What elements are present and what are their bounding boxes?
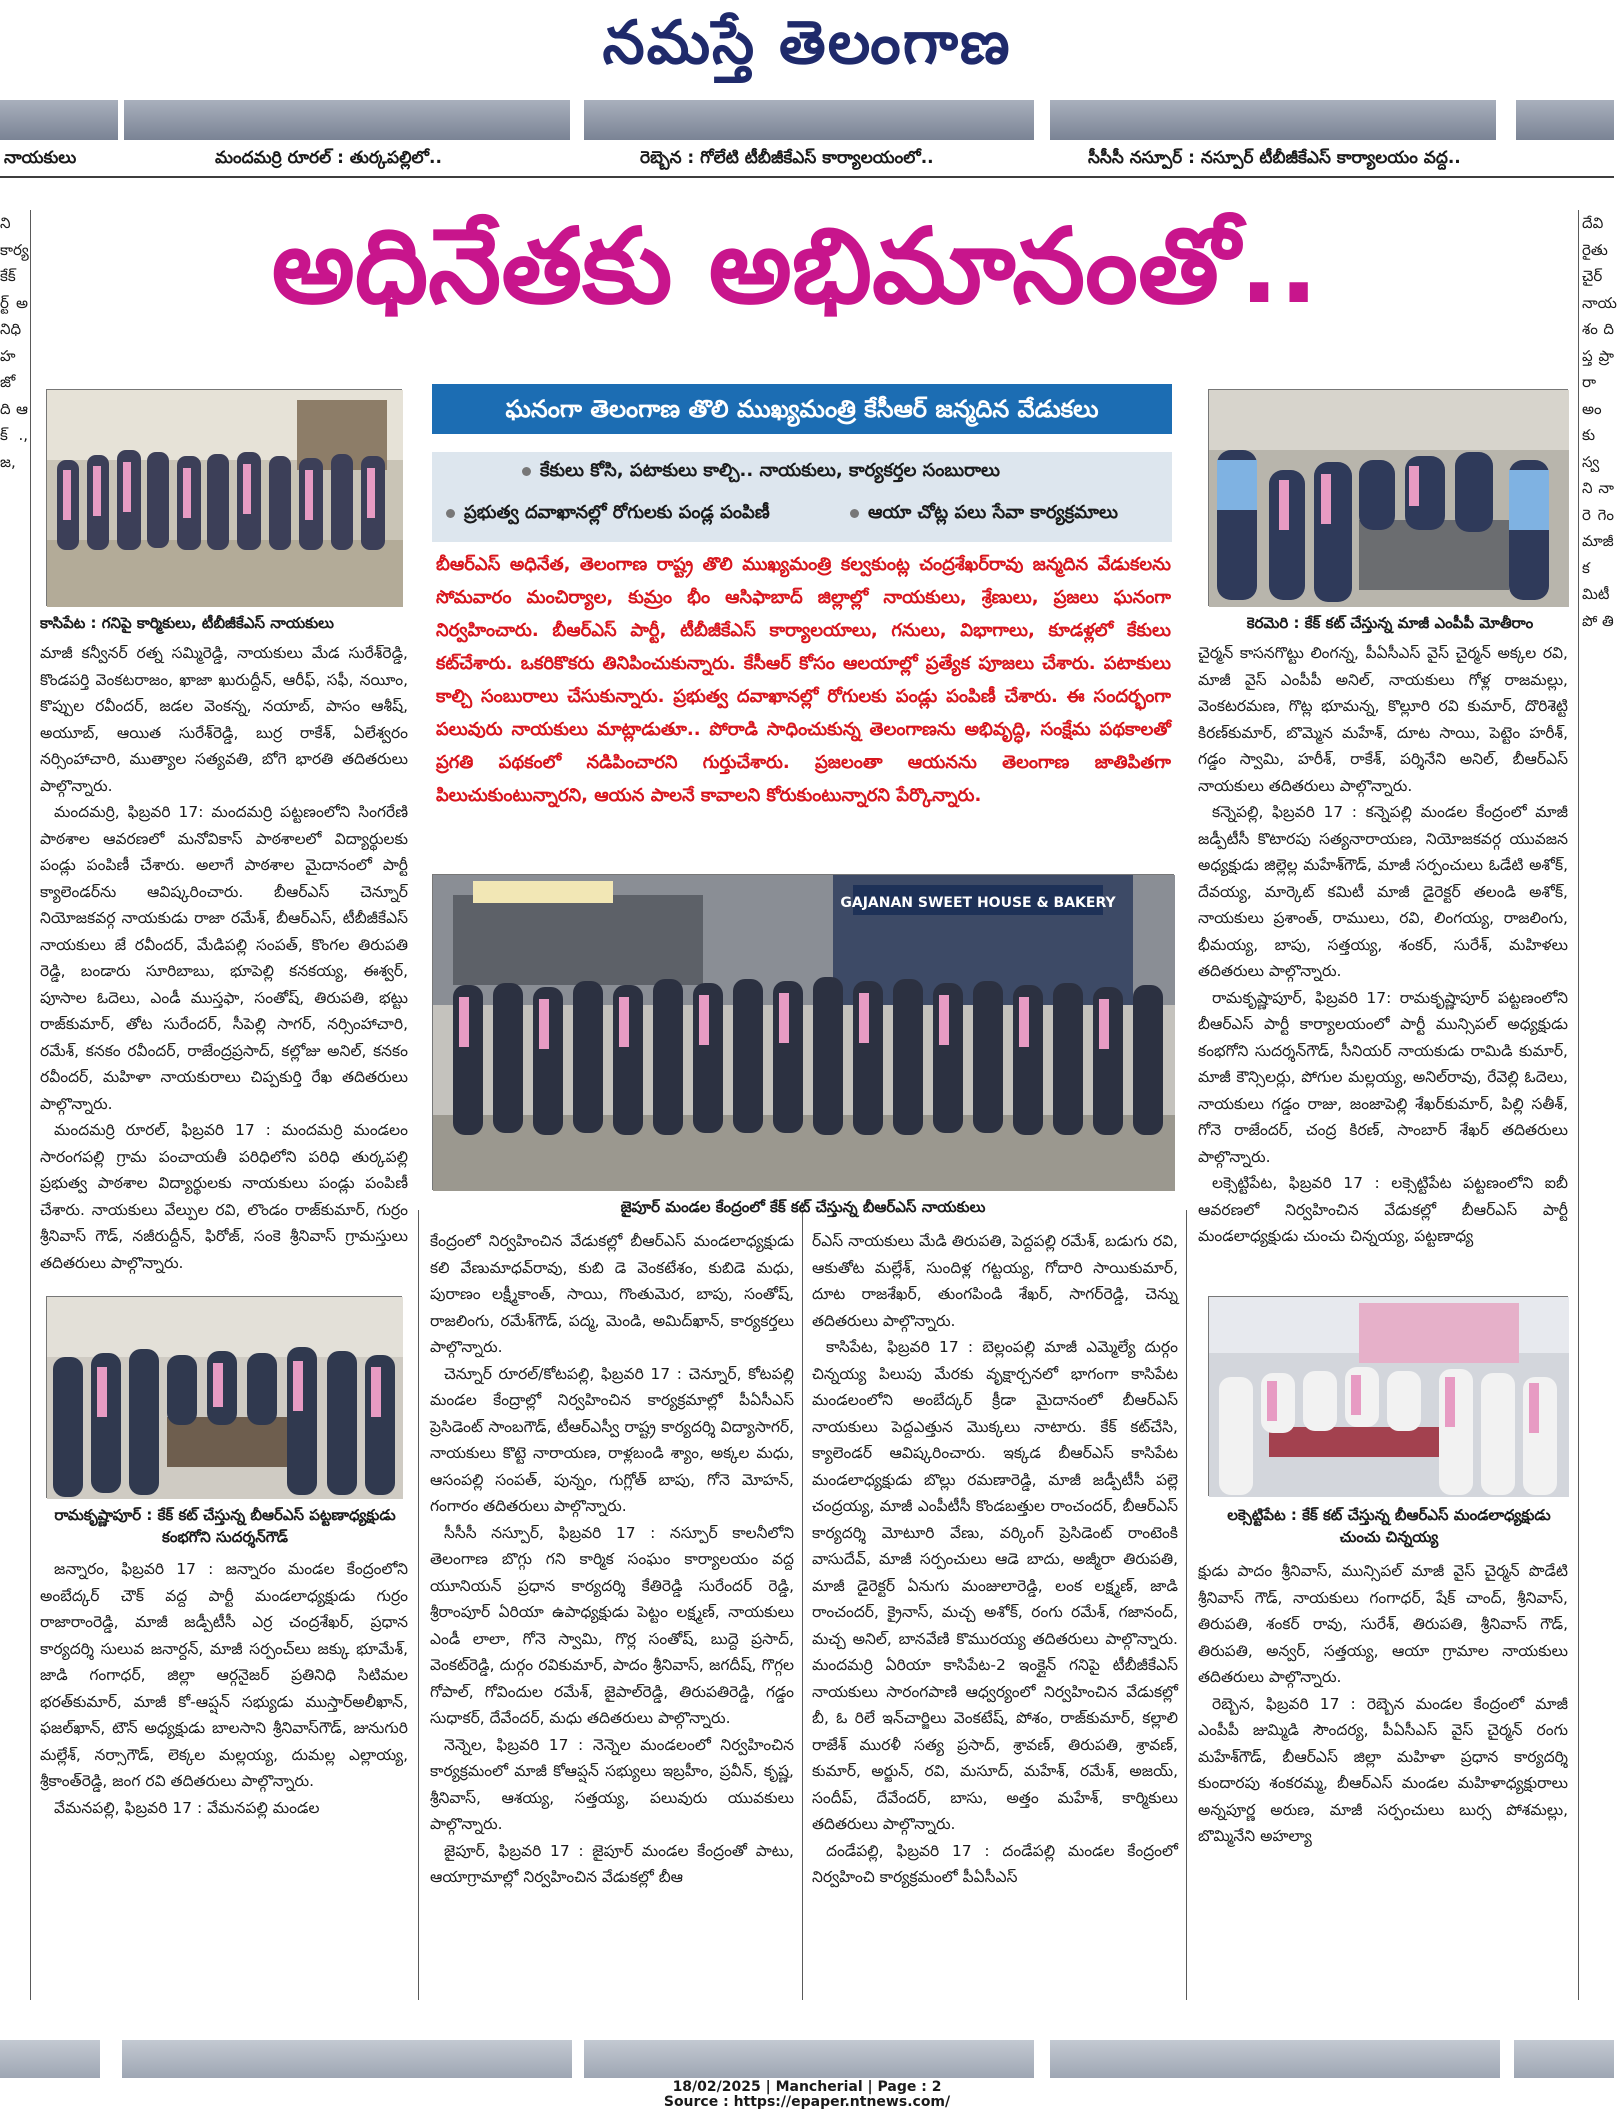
bullet-icon (522, 467, 531, 476)
article-paragraph: ర్ఎస్ నాయకులు మేడి తిరుపతి, పెద్దపల్లి రమేశ్, బడుగు రవి, ఆకుతోట మల్లేశ్, సుందిళ్ల గట్టయ్య, గోదారి సాయికుమార్, దూట రాజశేఖర్, తుంగపిండి శేఖర్, సాగర్‌రెడ్డి, చెన్ను తదితరులు పాల్గొన్నారు. (812, 1232, 1178, 1330)
article-column-middle-a (430, 1228, 794, 2033)
photo-laxettipet (1208, 1296, 1568, 1496)
newspaper-title: నమస్తే తెలంగాణ (602, 8, 1012, 78)
column-divider (802, 1210, 803, 2000)
article-paragraph: రామకృష్ణాపూర్, ఫిబ్రవరి 17: రామకృష్ణాపూర్ పట్టణంలోని బీఆర్ఎస్ పార్టీ కార్యాలయంలో పార్టీ మున్సిపల్ అధ్యక్షుడు కంభగోని సుదర్శన్‌గౌడ్, సీనియర్ నాయకుడు రామిడి కుమార్, మాజీ కౌన్సిలర్లు, పోగుల మల్లయ్య, అనిల్‌రావు, రేవెల్లి ఓదెలు, నాయకులు గడ్డం రాజు, జంజాపెల్లి శేఖర్‌కుమార్, పిల్లి సతీశ్, గోనె రాజేందర్, చంద్ర కిరణ్, సాంబార్ శేఖర్ తదితరులు పాల్గొన్నారు. (1198, 988, 1568, 1166)
left-edge-column: ని కార్య కేక్ ర్ట్ అ నిధి హ జో ది ఆ క్ ., జ, (0, 214, 29, 471)
bottom-photo-5 (1514, 2040, 1614, 2078)
bottom-photo-2 (122, 2040, 572, 2078)
column-divider (1186, 1210, 1187, 2000)
top-photo-5 (1516, 100, 1614, 140)
article-paragraph: రెబ్బెన, ఫిబ్రవరి 17 : రెబ్బెన మండల కేంద్రంలో మాజీ ఎంపీపీ జుమ్మిడి సౌందర్య, పీఏసీఎస్ వైస్ చైర్మన్ రంగు మహేశ్‌గౌడ్, బీఆర్ఎస్ జిల్లా మహిళా ప్రధాన కార్యదర్శి కుందారపు శంకరమ్మ, బీఆర్ఎస్ మండల మహిళాధ్యక్షురాలు అన్నపూర్ణ అరుణ, మాజీ సర్పంచులు బుర్స పోశమల్లు, బొమ్మినేని అహల్యా (1198, 1694, 1568, 1845)
article-paragraph: సీసీసీ నస్పూర్, ఫిబ్రవరి 17 : నస్పూర్ కాలనీలోని తెలంగాణ బొగ్గు గని కార్మిక సంఘం కార్యాలయం వద్ద యూనియన్ ప్రధాన కార్యదర్శి కేతిరెడ్డి సురేందర్ రెడ్డి, శ్రీరాంపూర్ ఏరియా ఉపాధ్యక్షుడు పెట్టం లక్ష్మణ్, నాయకులు ఎండీ లాలా, గోనె స్వామి, గొర్ల సంతోష్, బుద్దె ప్రసాద్, వెంకట్‌రెడ్డి, దుర్గం రవికుమార్, పాదం శ్రీనివాస్, జగదీష్, గొగ్గల గోపాల్, గోవిందుల రమేశ్, జైపాల్‌రెడ్డి, తిరుపతిరెడ్డి, గడ్డం సుధాకర్, దేవేందర్, మధు తదితరులు పాల్గొన్నారు. (430, 1523, 794, 1727)
bottom-photo-strip (0, 2040, 1614, 2078)
caption-kasipet: కాసిపేట : గనిపై కార్మికులు, టీబీజీకేఎస్ నాయకులు (40, 614, 334, 632)
article-paragraph: జన్నారం, ఫిబ్రవరి 17 : జన్నారం మండల కేంద్రంలోని అంబేద్కర్ చౌక్ వద్ద పార్టీ మండలాధ్యక్షుడు గుర్రం రాజారాంరెడ్డి, మాజీ జడ్పీటీసీ ఎర్ర చంద్రశేఖర్, ప్రధాన కార్యదర్శి సులువ జనార్దన్, మాజీ సర్పంచ్‌లు జక్కు భూమేశ్, జాడి గంగాధర్, జిల్లా ఆర్గనైజర్ ప్రతినిధి సిటిమల భరత్‌కుమార్, మాజీ కో-ఆప్షన్ సభ్యుడు ముస్తార్అలీఖాన్, ఫజల్‌ఖాన్, టౌన్ అధ్యక్షుడు బాలసాని శ్రీనివాస్‌గౌడ్, జునుగురి మల్లేశ్, నర్సాగౌడ్, లెక్కల మల్లయ్య, దుమల్ల ఎల్లాయ్య, శ్రీకాంత్‌రెడ్డి, జంగ రవి తదితరులు పాల్గొన్నారు. (40, 1560, 408, 1790)
bullet-icon (850, 509, 859, 518)
caption-kerameri: కెరమెరి : కేక్ కట్ చేస్తున్న మాజీ ఎంపీపీ మోతీరాం (1246, 614, 1534, 632)
top-photo-1 (0, 100, 118, 140)
right-edge-column: దేవి రైతు చైర్ నాయ శం ది ప్త ప్రా రా అం కు స్వ ని నా రె గెం మాజీ కమిటీ పో తి (1582, 214, 1617, 630)
article-paragraph: మందమర్రి, ఫిబ్రవరి 17: మందమర్రి పట్టణంలోని సింగరేణి పాఠశాల ఆవరణలో మనోవికాస్ పాఠశాలలో విద్యార్థులకు పండ్లు పంపిణీ చేశారు. అలాగే పాఠశాల మైదానంలో పార్టీ క్యాలెండర్‌ను ఆవిష్కరించారు. బీఆర్ఎస్ చెన్నూర్ నియోజకవర్గ నాయకుడు రాజా రమేశ్, బీఆర్ఎస్, టీబీజీకేఎస్ నాయకులు జే రవీందర్, మేడిపల్లి సంపత్, కొంగల తిరుపతి రెడ్డి, బండారు సూరిబాబు, భూపెల్లి కనకయ్య, ఈశ్వర్, పూసాల ఓదెలు, ఎండీ ముస్తఫా, సంతోష్, తిరుపతి, భట్టు రాజ్‌కుమార్, తోట సురేందర్, సీపెల్లి సాగర్, నర్సింహాచారి, రమేశ్, కనకం రవీందర్, రాజేంద్రప్రసాద్, కల్లోజు అనిల్, కనకం రవీందర్, మహిళా నాయకురాలు చిప్పకుర్తి రేఖ తదితరులు పాల్గొన్నారు. (40, 803, 408, 1113)
article-paragraph: మాజీ కన్వీనర్ రత్న సమ్మిరెడ్డి, నాయకులు మేడ సురేశ్‌రెడ్డి, కొండపర్తి వెంకటరాజం, ఖాజా ఖురుద్దీన్, ఆరీఫ్, సఫీ, నయీం, కొప్పుల రవీందర్, జడల వెంకన్న, నయాబ్, పాసం ఆశీష్, అయూబ్, ఆయిత సురేశ్‌రెడ్డి, బుర్ర రాకేశ్, ఏలేశ్వరం నర్సింహాచారి, ముత్యాల సత్యవతి, బోగె భారతి తదితరులు పాల్గొన్నారు. (40, 644, 408, 795)
caption-jaipur: జైపూర్ మండల కేంద్రంలో కేక్ కట్ చేస్తున్న బీఆర్ఎస్ నాయకులు (620, 1198, 986, 1216)
edition-info: 18/02/2025 | Mancherial | Page : 2 (672, 2079, 942, 2095)
shop-sign: GAJANAN SWEET HOUSE & BAKERY (840, 895, 1116, 911)
highlight-item: కేకులు కోసి, పటాకులు కాల్చి.. నాయకులు, కార్యకర్తల సంబురాలు (522, 460, 1000, 485)
article-paragraph: కేంద్రంలో నిర్వహించిన వేడుకల్లో బీఆర్ఎస్ మండలాధ్యక్షుడు కలి వేణుమాధవ్‌రావు, కుబి డె వెంకటేశం, కుబిడె మధు, పురాణం లక్ష్మీకాంత్, సాయి, గొంతుమెర, బాపు, సంతోష్, రాజలింగు, రమేశ్‌గౌడ్, పద్మ, మెండి, అమిద్‌ఖాన్, కార్యకర్తలు పాల్గొన్నారు. (430, 1232, 794, 1356)
top-caption: నాయకులు (4, 148, 77, 168)
article-column-left (40, 640, 408, 1272)
bottom-photo-3 (584, 2040, 1034, 2078)
article-paragraph: కాసిపేట, ఫిబ్రవరి 17 : బెల్లంపల్లి మాజీ ఎమ్మెల్యే దుర్గం చిన్నయ్య పిలుపు మేరకు వృక్షార్చనలో భాగంగా కాసిపేట మండలంలోని అంబేద్కర్ క్రీడా మైదానంలో బీఆర్ఎస్ నాయకులు పెద్దఎత్తున మొక్కలు నాటారు. కేక్ కట్‌చేసి, క్యాలెండర్ ఆవిష్కరించారు. ఇక్కడ బీఆర్ఎస్ కాసిపేట మండలాధ్యక్షుడు బొల్లు రమణారెడ్డి, మాజీ జడ్పీటీసీ పల్లె చంద్రయ్య, మాజీ ఎంపీటీసీ కొండబత్తుల రాంచందర్, బీఆర్ఎస్ కార్యదర్శి మోటూరి వేణు, వర్కింగ్ ప్రెసిడెంట్ రాంటెంకి వాసుదేవ్, మాజీ సర్పంచులు ఆడె బాదు, అజ్మీరా తిరుపతి, మాజీ డైరెక్టర్ ఏనుగు మంజులారెడ్డి, లంక లక్ష్మణ్, జాడి రాంచందర్, క్రైనాస్, మచ్చ అశోక్, రంగు రమేశ్, గజానంద్, మచ్చ అనిల్, బానవేణి కొమురయ్య తదితరులు పాల్గొన్నారు. మందమర్రి ఏరియా కాసిపేట-2 ఇంక్లైన్ గనిపై టీబీజీకేఎస్ నాయకులు సారంగపాణి ఆధ్వర్యంలో నిర్వహించిన వేడుకల్లో బీ, ఓ రిలే ఇన్‌చార్జిలు వెంకటేష్, పోశం, రాజ్‌కుమార్, కల్లాలి రాజేశ్ మురళీ సత్య ప్రసాద్, శ్రావణ్, తిరుపతి, శ్రావణ్, కుమార్, అర్జున్, రవి, మసూద్, మహేశ్, రమేశ్, అజయ్, సందీప్, దేవేందర్, బాసు, అత్తం మహేశ్, కార్మికులు తదితరులు పాల్గొన్నారు. (812, 1338, 1178, 1833)
article-paragraph: లక్సెట్టిపేట, ఫిబ్రవరి 17 : లక్సెట్టిపేట పట్టణంలోని ఐబీ ఆవరణలో నిర్వహించిన వేడుకల్లో బీఆర్ఎస్ పార్టీ మండలాధ్యక్షుడు చుంచు చిన్నయ్య, పట్టణాధ్య (1198, 1174, 1568, 1245)
column-divider (418, 1210, 419, 2000)
source-link[interactable]: Source : https://epaper.ntnews.com/ (663, 2094, 951, 2110)
intro-paragraph: బీఆర్ఎస్ అధినేత, తెలంగాణ రాష్ట్ర తొలి ముఖ్యమంత్రి కల్వకుంట్ల చంద్రశేఖర్‌రావు జన్మదిన వేడుకలను సోమవారం మంచిర్యాల, కుమ్రం భీం ఆసిఫాబాద్ జిల్లాల్లో నాయకులు, శ్రేణులు, ప్రజలు ఘనంగా నిర్వహించారు. బీఆర్ఎస్ పార్టీ, టీబీజీకేఎస్ కార్యాలయాలు, గనులు, విభాగాలు, కూడళ్లలో కేకులు కట్‌చేశారు. ఒకరికొకరు తినిపించుకున్నారు. కేసీఆర్ కోసం ఆలయాల్లో ప్రత్యేక పూజలు చేశారు. పటాకులు కాల్చి సంబురాలు చేసుకున్నారు. ప్రభుత్వ దవాఖానల్లో రోగులకు పండ్లు పంపిణీ చేశారు. ఈ సందర్భంగా పలువురు నాయకులు మాట్లాడుతూ.. పోరాడి సాధించుకున్న తెలంగాణను అభివృద్ధి, సంక్షేమ పథకాలతో ప్రగతి పథకంలో నడిపించారని గుర్తుచేశారు. ప్రజలంతా ఆయనను తెలంగాణ జాతిపితగా పిలుచుకుంటున్నారని, ఆయన పాలనే కావాలని కోరుకుంటున్నారని పేర్కొన్నారు. (436, 554, 1171, 806)
article-column-left-lower (40, 1556, 408, 2031)
top-caption: మందమర్రి రూరల్ : తుర్కపల్లిలో.. (215, 148, 442, 168)
masthead (0, 0, 1614, 95)
main-headline: అధినేతకు అభిమానంతో.. (271, 205, 1319, 327)
article-paragraph: వేమనపల్లి, ఫిబ్రవరి 17 : వేమనపల్లి మండల (54, 1798, 320, 1817)
caption-laxettipet: లక్సెట్టిపేట : కేక్ కట్ చేస్తున్న బీఆర్ఎస్ మండలాధ్యక్షుడు చుంచు చిన్నయ్య (1227, 1506, 1551, 1546)
top-caption: సీసీసీ నస్పూర్ : నస్పూర్ టీబీజీకేఎస్ కార్యాలయం వద్ద.. (1088, 148, 1461, 168)
column-divider (30, 210, 31, 2000)
top-photo-strip (0, 100, 1614, 140)
highlights-box (432, 452, 1172, 542)
top-photo-2 (124, 100, 570, 140)
article-paragraph: క్షుడు పాదం శ్రీనివాస్, మున్సిపల్ మాజీ వైస్ చైర్మన్ పొడేటి శ్రీనివాస్ గౌడ్, నాయకులు గంగాధర్, షేక్ చాంద్, శ్రీనివాస్, తిరుపతి, శంకర్ రావు, సురేశ్, తిరుపతి, శ్రీనివాస్ గౌడ్, తిరుపతి, అన్వర్, సత్తయ్య, ఆయా గ్రామాల నాయకులు తదితరులు పాల్గొన్నారు. (1198, 1562, 1568, 1686)
caption-ramakrishnapur: రామకృష్ణాపూర్ : కేక్ కట్ చేస్తున్న బీఆర్ఎస్ పట్టణాధ్యక్షుడు కంభగోని సుదర్శన్‌గౌడ్ (54, 1506, 396, 1546)
article-paragraph: జైపూర్, ఫిబ్రవరి 17 : జైపూర్ మండల కేంద్రంతో పాటు, ఆయాగ్రామాల్లో నిర్వహించిన వేడుకల్లో బీఆ (430, 1841, 794, 1886)
article-column-right-lower (1198, 1558, 1568, 2031)
article-paragraph: మందమర్రి రూరల్, ఫిబ్రవరి 17 : మందమర్రి మండలం సారంగపల్లి గ్రామ పంచాయతీ పరిధిలోని పరిధి తుర్కపల్లి ప్రభుత్వ పాఠశాల విద్యార్థులకు నాయకులు పండ్లు పంపిణీ చేశారు. నాయకులు వేల్పుల రవి, లొండం రాజ్‌కుమార్, గుర్రం శ్రీనివాస్ గౌడ్, నజీరుద్దీన్, ఫిరోజ్, సంకె శ్రీనివాస్ గ్రామస్తులు తదితరులు పాల్గొన్నారు. (40, 1121, 408, 1272)
column-divider (1578, 210, 1579, 2000)
photo-ramakrishnapur (46, 1296, 402, 1498)
photo-jaipur (432, 874, 1174, 1190)
page-footer (0, 2080, 1614, 2110)
top-photo-4 (1050, 100, 1496, 140)
bullet-icon (446, 509, 455, 518)
article-column-right (1198, 640, 1568, 1245)
highlight-item: ఆయా చోట్ల పలు సేవా కార్యక్రమాలు (850, 502, 1118, 527)
article-paragraph: దండేపల్లి, ఫిబ్రవరి 17 : దండేపల్లి మండల కేంద్రంలో నిర్వహించి కార్యక్రమంలో పీఏసీఎస్ (812, 1841, 1178, 1886)
article-paragraph: చైర్మన్ కాసనగొట్టు లింగన్న, పీఏసీఎస్ వైస్ చైర్మన్ అక్కల రవి, మాజీ వైస్ ఎంపీపీ అనిల్, నాయకులు గోళ్ల రాజమల్లు, వెంకటరమణ, గొట్ల భూమన్న, కొల్లూరి రవి కుమార్, దొరిశెట్టి కిరణ్‌కుమార్, బొమ్మెన మహేశ్, దూట సాయి, పెట్టెం హరీశ్, గడ్డం స్వామి, హరీశ్, రాకేశ్, పర్శినేని అనిల్, బీఆర్ఎస్ నాయకులు తదితరులు పాల్గొన్నారు. (1198, 644, 1568, 795)
top-caption: రెబ్బెన : గోలేటి టీబీజీకేఎస్ కార్యాలయంలో.. (640, 148, 934, 168)
sub-headline-banner: ఘనంగా తెలంగాణ తొలి ముఖ్యమంత్రి కేసీఆర్ జన్మదిన వేడుకలు (432, 384, 1172, 434)
highlight-item: ప్రభుత్వ దవాఖానల్లో రోగులకు పండ్ల పంపిణీ (446, 502, 770, 527)
article-paragraph: చెన్నూర్ రూరల్/కోటపల్లి, ఫిబ్రవరి 17 : చెన్నూర్, కోటపల్లి మండల కేంద్రాల్లో నిర్వహించిన కార్యక్రమాల్లో పీఏసీఎస్ ప్రెసిడెంట్ సాంబగౌడ్, టీఆర్ఎస్వీ రాష్ట్ర కార్యదర్శి విద్యాసాగర్, నాయకులు కొట్టె నారాయణ, రాళ్లబండి శ్యాం, అక్కల మధు, ఆసంపల్లి సంపత్, పున్నం, గుగ్లోత్ బాపు, గోనె మోహన్, గంగారం తదితరులు పాల్గొన్నారు. (430, 1364, 794, 1515)
article-paragraph: కన్నెపల్లి, ఫిబ్రవరి 17 : కన్నెపల్లి మండల కేంద్రంలో మాజీ జడ్పీటీసీ కొటారపు సత్యనారాయణ, నియోజకవర్గ యువజన అధ్యక్షుడు జిల్లెల్ల మహేశ్‌గౌడ్, మాజీ సర్పంచులు ఓడేటి అశోక్, దేవయ్య, మార్కెట్ కమిటీ మాజీ డైరెక్టర్ తలండి అశోక్, నాయకులు ప్రశాంత్, రాములు, రవి, లింగయ్య, రాజలింగు, భీమయ్య, బాపు, సత్తయ్య, శంకర్, సురేశ్, మహిళలు తదితరులు పాల్గొన్నారు. (1198, 803, 1568, 980)
top-caption-strip (0, 140, 1614, 178)
bottom-photo-1 (0, 2040, 100, 2078)
article-column-middle-b (812, 1228, 1178, 2033)
top-photo-3 (584, 100, 1034, 140)
photo-kerameri (1208, 389, 1568, 606)
photo-kasipet (46, 389, 402, 606)
bottom-photo-4 (1050, 2040, 1500, 2078)
article-paragraph: నెన్నెల, ఫిబ్రవరి 17 : నెన్నెల మండలంలో నిర్వహించిన కార్యక్రమంలో మాజీ కోఆప్షన్ సభ్యులు ఇబ్రహీం, ప్రవీన్, కృష్ణ, శ్రీనివాస్, ఆశయ్య, సత్తయ్య, పలువురు యువకులు పాల్గొన్నారు. (430, 1735, 794, 1833)
